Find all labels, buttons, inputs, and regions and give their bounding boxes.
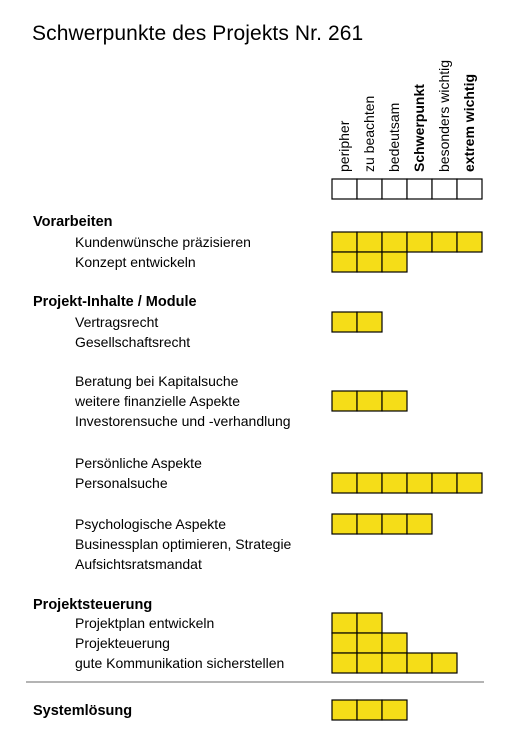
bar-cell — [332, 633, 357, 653]
bar-cell — [382, 633, 407, 653]
bar-cell — [332, 613, 357, 633]
item-label: Aufsichtsratsmandat — [75, 556, 202, 572]
bar-cell — [407, 232, 432, 252]
item-label: weitere finanzielle Aspekte — [75, 393, 240, 409]
level-label: besonders wichtig — [436, 59, 452, 172]
item-label: Investorensuche und -verhandlung — [75, 413, 291, 429]
level-label: bedeutsam — [386, 102, 402, 172]
bar-cell — [432, 653, 457, 673]
bar-cell — [357, 391, 382, 411]
bar-cell — [332, 312, 357, 332]
item-label: Personalsuche — [75, 475, 168, 491]
bar-cell — [357, 473, 382, 493]
bar-cell — [357, 232, 382, 252]
item-label: Psychologische Aspekte — [75, 516, 226, 532]
bar-cell — [332, 700, 357, 720]
bar-cell — [357, 312, 382, 332]
page-title: Schwerpunkte des Projekts Nr. 261 — [32, 22, 364, 45]
item-label: Projekteuerung — [75, 635, 170, 651]
section-title: Systemlösung — [33, 703, 133, 719]
level-box — [407, 179, 432, 199]
bar-cell — [407, 514, 432, 534]
item-label: Projektplan entwickeln — [75, 615, 215, 631]
bar-cell — [357, 514, 382, 534]
level-box — [432, 179, 457, 199]
item-label: Gesellschaftsrecht — [75, 334, 191, 350]
bar-cell — [332, 232, 357, 252]
item-label: Businessplan optimieren, Strategie — [75, 536, 292, 552]
bar-cell — [382, 700, 407, 720]
item-label: gute Kommunikation sicherstellen — [75, 655, 285, 671]
bar-cell — [382, 514, 407, 534]
level-box — [382, 179, 407, 199]
section-title: Projektsteuerung — [33, 597, 153, 613]
level-label: zu beachten — [361, 95, 377, 172]
bar-cell — [332, 252, 357, 272]
bar-cell — [382, 391, 407, 411]
bar-cell — [457, 232, 482, 252]
item-label: Vertragsrecht — [75, 314, 159, 330]
level-box — [457, 179, 482, 199]
item-label: Konzept entwickeln — [75, 254, 196, 270]
bar-cell — [357, 700, 382, 720]
bar-cell — [432, 232, 457, 252]
bar-cell — [382, 252, 407, 272]
bar-cell — [357, 653, 382, 673]
item-label: Beratung bei Kapitalsuche — [75, 373, 239, 389]
bar-cell — [357, 633, 382, 653]
bar-cell — [332, 473, 357, 493]
bar-cell — [382, 232, 407, 252]
bar-cell — [332, 514, 357, 534]
bar-cell — [357, 252, 382, 272]
level-box — [357, 179, 382, 199]
bar-cell — [332, 653, 357, 673]
bar-cell — [357, 613, 382, 633]
bar-cell — [332, 391, 357, 411]
bar-cell — [382, 653, 407, 673]
level-label: peripher — [336, 120, 352, 172]
bar-cell — [407, 653, 432, 673]
bar-cell — [457, 473, 482, 493]
item-label: Persönliche Aspekte — [75, 455, 202, 471]
section-title: Projekt-Inhalte / Module — [33, 294, 197, 310]
bar-cell — [432, 473, 457, 493]
section-title: Vorarbeiten — [33, 214, 113, 230]
item-label: Kundenwünsche präzisieren — [75, 234, 251, 250]
level-label: Schwerpunkt — [411, 84, 427, 172]
bar-cell — [407, 473, 432, 493]
level-box — [332, 179, 357, 199]
level-label: extrem wichtig — [461, 73, 477, 172]
bar-cell — [382, 473, 407, 493]
